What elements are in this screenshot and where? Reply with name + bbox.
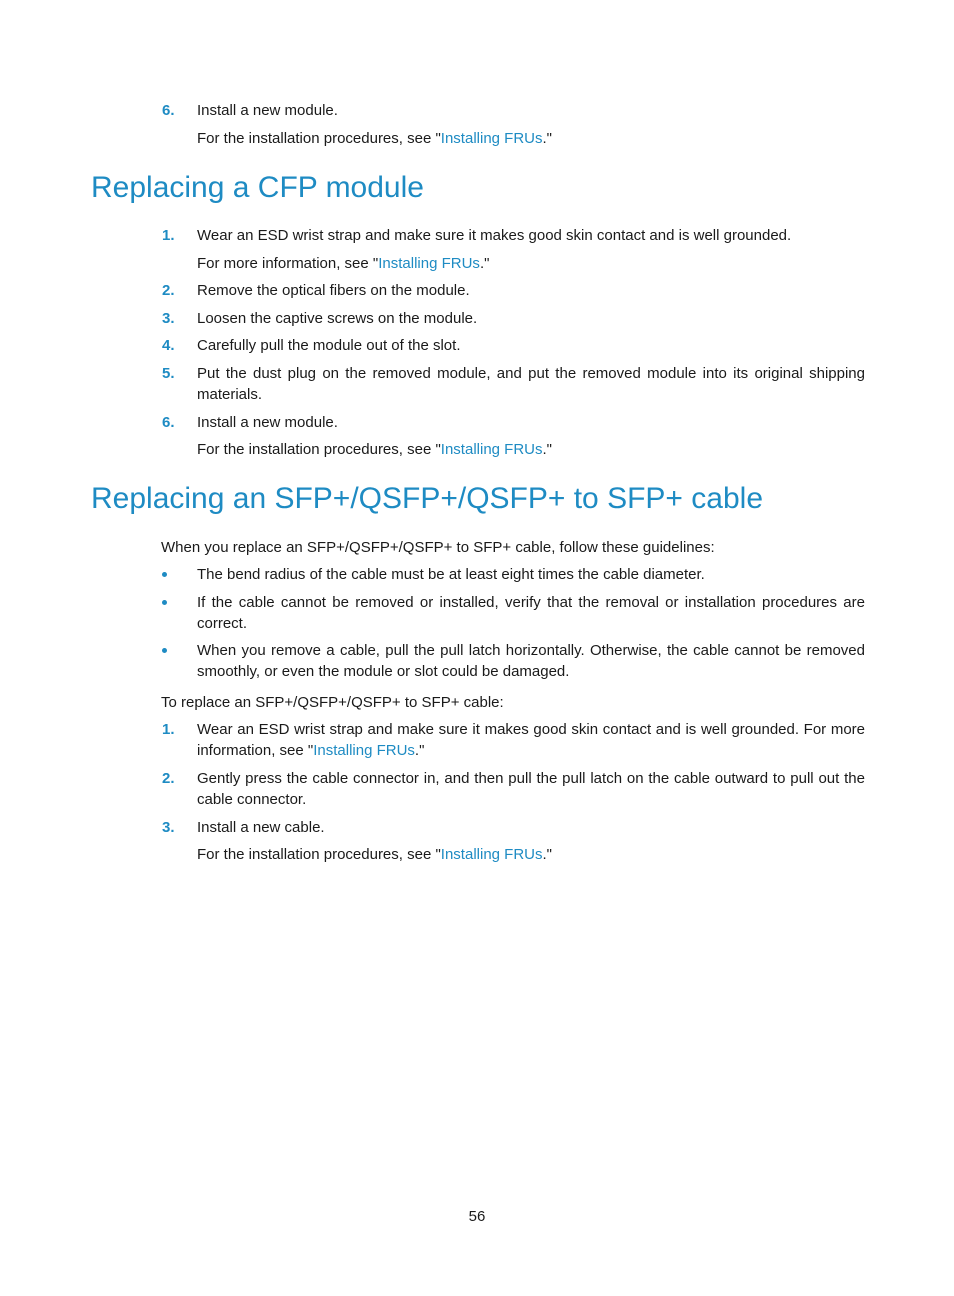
step-text: Carefully pull the module out of the slot. (197, 337, 461, 354)
step-text: Install a new cable. (197, 819, 325, 836)
bullet-icon (162, 600, 167, 605)
document-page: 6. Install a new module. For the installation procedures, see "Installing FRUs." Replacing a CFP module 1. Wear an ESD wrist strap and make sure it makes good skin contact and is well grounded. For more information, see "Installing FRUs." 2. Remove the optical fibers on the module. 3. Loosen the captive screws on the module. 4. Carefully pull the module out of the slot. 5. Put the dust plug on the removed module, and put the removed module into its original shipping materials. 6. Install a new module. For the installation procedures, see "Installing FRUs." Replacing an SFP+/QSFP+/QSFP+ to SFP+ cable When you replace an SFP+/QSFP+/QSFP+ to SFP+ cable, follow these guidelines: The bend radius of the cable must be at least eight times the cable diameter. If the cable cannot be removed or installed, verify that the removal or installation procedures are correct. When you remove a cable, pull the pull latch horizontally. Otherwise, the cable cannot be removed smoothly, or even the module or slot could be damaged. To replace an SFP+/QSFP+/QSFP+ to SFP+ cable: 1. Wear an ESD wrist strap and make sure it makes good skin contact and is well grounded. For more information, see "Installing FRUs." 2. Gently press the cable connector in, and then pull the pull latch on the cable outward to pull out the cable connector. 3. Install a new cable. For the installation procedures, see "Installing FRUs." 56 (0, 0, 954, 1296)
step-text: Gently press the cable connector in, and then pull the pull latch on the cable outward to pull out the cable connector. (197, 770, 865, 808)
step-text: Put the dust plug on the removed module, and put the removed module into its original shipping materials. (197, 365, 865, 403)
step-number: 6. (162, 102, 175, 119)
section-heading-cable: Replacing an SFP+/QSFP+/QSFP+ to SFP+ cable (91, 482, 763, 515)
step-number: 6. (162, 414, 175, 431)
step-text: Install a new module. (197, 102, 338, 119)
page-number: 56 (468, 1208, 486, 1225)
bullet-text: If the cable cannot be removed or installed, verify that the removal or installation procedures are correct. (197, 594, 865, 632)
step-text: Wear an ESD wrist strap and make sure it makes good skin contact and is well grounded. (197, 227, 792, 244)
bullet-icon (162, 648, 167, 653)
step-number: 5. (162, 365, 175, 382)
installing-frus-link[interactable]: Installing FRUs (440, 130, 543, 147)
step-text: Wear an ESD wrist strap and make sure it makes good skin contact and is well grounded. For more information, see "Installing FRUs." (197, 721, 865, 759)
installing-frus-link[interactable]: Installing FRUs (378, 255, 480, 272)
bullet-icon (162, 572, 167, 577)
step-number: 1. (162, 227, 175, 244)
step-number: 3. (162, 310, 175, 327)
installing-frus-link[interactable]: Installing FRUs (440, 441, 543, 458)
step-text: Install a new module. (197, 414, 338, 431)
installing-frus-link[interactable]: Installing FRUs (313, 742, 415, 759)
step-number: 1. (162, 721, 175, 738)
step-number: 4. (162, 337, 175, 354)
step-number: 2. (162, 282, 175, 299)
step-text: Loosen the captive screws on the module. (197, 310, 478, 327)
bullet-text: When you remove a cable, pull the pull latch horizontally. Otherwise, the cable cannot be removed smoothly, or even the module or slot could be damaged. (197, 642, 865, 680)
installing-frus-link[interactable]: Installing FRUs (440, 846, 543, 863)
step-number: 3. (162, 819, 175, 836)
section-heading-cfp: Replacing a CFP module (91, 171, 424, 204)
step-text: Remove the optical fibers on the module. (197, 282, 470, 299)
bullet-text: The bend radius of the cable must be at least eight times the cable diameter. (197, 566, 705, 583)
step-number: 2. (162, 770, 175, 787)
